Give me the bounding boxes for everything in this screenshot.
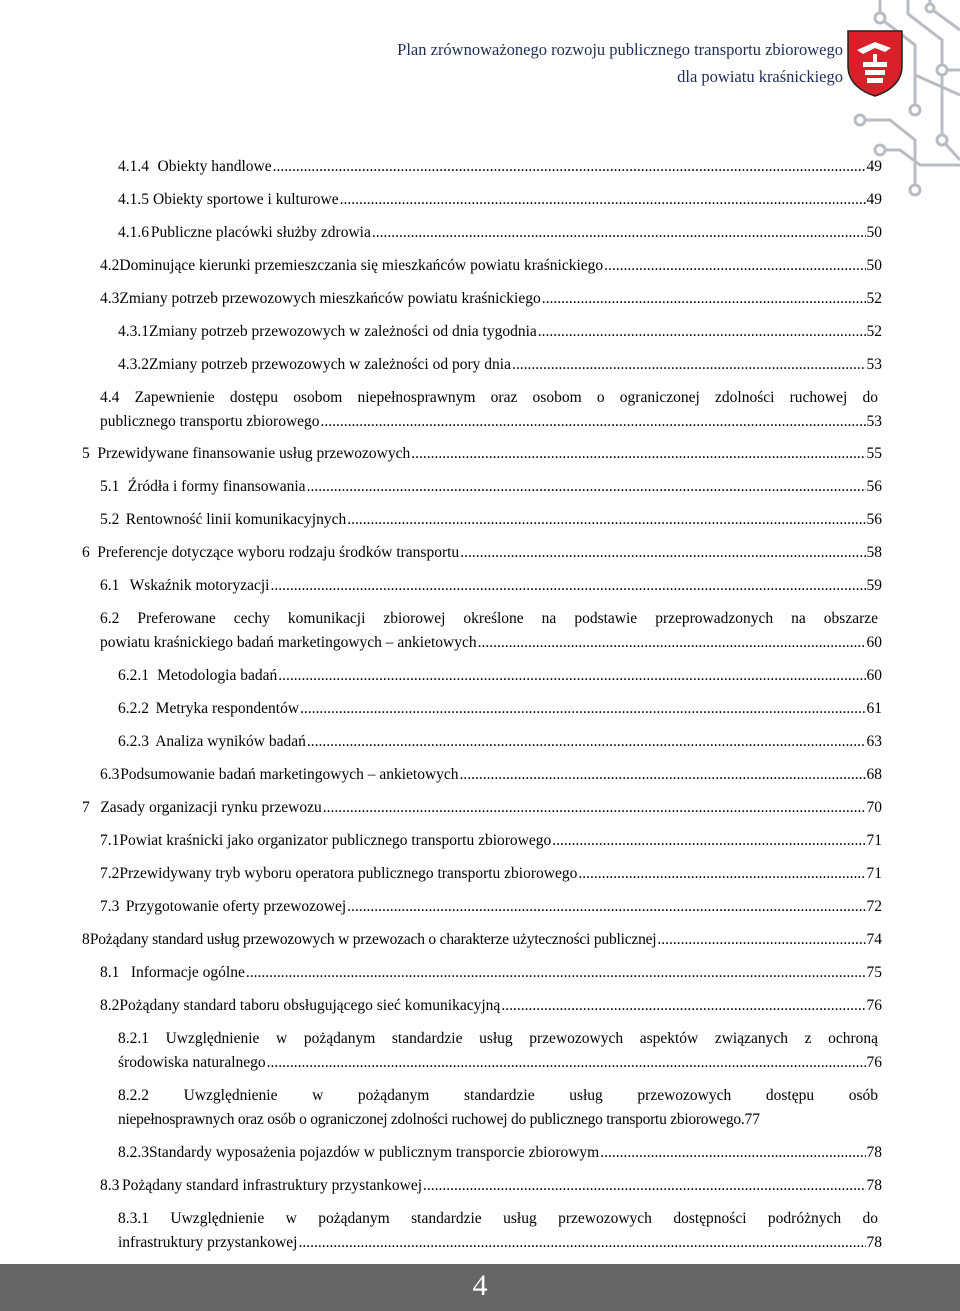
toc-entry[interactable] (118, 664, 882, 688)
toc-entry-number: 4.3.1 (118, 323, 149, 340)
toc-entry-page: 75 (866, 964, 882, 981)
toc-entry[interactable] (100, 508, 882, 532)
toc-entry[interactable] (118, 1084, 882, 1132)
toc-entry-number: 5 (82, 445, 90, 462)
toc-entry[interactable] (100, 386, 882, 434)
toc-dot-leader (552, 829, 865, 853)
toc-entry-page: 61 (866, 700, 882, 717)
toc-entry-title: Zmiany potrzeb przewozowych w zależności od pory dnia (149, 356, 511, 373)
toc-entry-title-continued: powiatu kraśnickiego badań marketingowych – ankietowych (100, 634, 477, 651)
toc-entry-title: Rentowność linii komunikacyjnych (125, 511, 347, 528)
toc-entry[interactable] (82, 796, 882, 820)
toc-entry-title: Pożądany standard infrastruktury przystankowej (122, 1177, 423, 1194)
toc-dot-leader (340, 188, 866, 212)
toc-entry-title: Podsumowanie badań marketingowych – ankietowych (120, 766, 459, 783)
toc-dot-leader (372, 221, 866, 245)
toc-entry[interactable] (100, 254, 882, 278)
toc-dot-leader (478, 631, 866, 655)
toc-entry-title: Źródła i formy finansowania (127, 478, 306, 495)
toc-dot-leader (411, 442, 865, 466)
toc-entry[interactable] (118, 353, 882, 377)
toc-entry-page: 72 (866, 898, 882, 915)
toc-entry-title: Analiza wyników badań (155, 733, 306, 750)
page-header (0, 0, 960, 140)
toc-entry-number: 8.2 (100, 997, 120, 1014)
toc-entry[interactable] (118, 1027, 882, 1075)
toc-entry-title: Przygotowanie oferty przewozowej (125, 898, 347, 915)
toc-entry-number: 6.2.1 (118, 667, 149, 684)
toc-dot-leader (323, 796, 866, 820)
toc-entry-title: Zmiany potrzeb przewozowych mieszkańców powiatu kraśnickiego (119, 290, 541, 307)
toc-entry-title: Przewidywany tryb wyboru operatora publicznego transportu zbiorowego (119, 865, 578, 882)
toc-entry[interactable] (100, 994, 882, 1018)
toc-dot-leader (423, 1174, 865, 1198)
toc-entry-number: 7.2 (100, 865, 120, 882)
toc-dot-leader (270, 574, 865, 598)
toc-entry-page: 56 (866, 478, 882, 495)
toc-entry-number: 8.2.1 (118, 1030, 149, 1047)
toc-entry-title: Informacje ogólne (130, 964, 245, 981)
toc-entry-title: Pożądany standard usług przewozowych w przewozach o charakterze użyteczności publicznej (89, 931, 657, 948)
toc-entry-page: 76 (866, 997, 882, 1014)
county-crest-icon (845, 28, 905, 98)
toc-entry-title: Wskaźnik motoryzacji (129, 577, 270, 594)
toc-entry-title: Obiekty sportowe i kulturowe (153, 191, 339, 208)
toc-entry-number: 6.1 (100, 577, 120, 594)
toc-entry-number: 4.3.2 (118, 356, 149, 373)
toc-entry-title: Publiczne placówki służby zdrowia (150, 224, 371, 241)
toc-entry-page: 74 (866, 931, 882, 948)
toc-entry-page: 78 (866, 1144, 882, 1161)
toc-entry-number: 7.3 (100, 898, 120, 915)
toc-entry-page: 50 (866, 224, 882, 241)
toc-entry-number: 8.1 (100, 964, 120, 981)
toc-entry[interactable] (100, 1174, 882, 1198)
toc-entry-title: Pożądany standard taboru obsługującego sieć komunikacyjną (119, 997, 501, 1014)
toc-entry-number: 8 (82, 931, 90, 948)
toc-entry-page: 58 (866, 544, 882, 561)
toc-entry[interactable] (100, 763, 882, 787)
toc-entry-page: 56 (866, 511, 882, 528)
toc-dot-leader (657, 928, 865, 952)
toc-entry-page: 77 (744, 1111, 760, 1128)
toc-entry-title: Metodologia badań (157, 667, 278, 684)
toc-entry-page: 68 (866, 766, 882, 783)
toc-entry-page: 70 (866, 799, 882, 816)
toc-entry-number: 8.3.1 (118, 1210, 149, 1227)
toc-entry-page: 78 (866, 1177, 882, 1194)
toc-dot-leader (273, 155, 866, 179)
toc-entry[interactable] (118, 155, 882, 179)
document-title (397, 36, 843, 90)
toc-entry[interactable] (118, 221, 882, 245)
toc-entry-title-continued: infrastruktury przystankowej (118, 1234, 298, 1251)
toc-dot-leader (267, 1051, 866, 1075)
toc-entry-page: 71 (866, 865, 882, 882)
toc-entry-number: 6.3 (100, 766, 120, 783)
toc-entry-page: 78 (866, 1234, 882, 1251)
toc-entry-page: 49 (866, 158, 882, 175)
toc-entry-title-continued: niepełnosprawnych oraz osób o ograniczonej zdolności ruchowej do publicznego transportu zbiorowego. (118, 1111, 745, 1128)
toc-dot-leader (460, 763, 866, 787)
toc-entry[interactable] (100, 862, 882, 886)
toc-dot-leader (321, 410, 866, 434)
toc-entry[interactable] (100, 961, 882, 985)
toc-entry-number: 5.1 (100, 478, 120, 495)
toc-entry[interactable] (118, 1207, 882, 1255)
toc-entry-title: Dominujące kierunki przemieszczania się mieszkańców powiatu kraśnickiego (119, 257, 604, 274)
toc-entry[interactable] (118, 1141, 882, 1165)
toc-entry-number: 4.3 (100, 290, 120, 307)
toc-entry-title: Zasady organizacji rynku przewozu (100, 799, 322, 816)
toc-dot-leader (278, 664, 865, 688)
toc-entry-title: Przewidywane finansowanie usług przewozowych (97, 445, 411, 462)
toc-entry[interactable] (118, 320, 882, 344)
toc-dot-leader (512, 353, 866, 377)
document-title-line-1: Plan zrównoważonego rozwoju publicznego transportu zbiorowego (397, 40, 843, 59)
toc-entry-number: 7 (82, 799, 90, 816)
toc-entry-title: Preferencje dotyczące wyboru rodzaju środków transportu (97, 544, 460, 561)
toc-dot-leader (347, 895, 865, 919)
toc-entry-page: 55 (866, 445, 882, 462)
toc-dot-leader (307, 730, 866, 754)
toc-entry-number: 4.1.6 (118, 224, 149, 241)
toc-entry-number: 6.2 (100, 610, 120, 627)
toc-dot-leader (246, 961, 866, 985)
toc-entry-title: Obiekty handlowe (157, 158, 272, 175)
toc-dot-leader (578, 862, 865, 886)
toc-entry-number: 4.2 (100, 257, 120, 274)
toc-entry-page: 76 (866, 1054, 882, 1071)
toc-entry[interactable] (118, 188, 882, 212)
toc-entry-title: Zapewnienie dostępu osobom niepełnosprawnym oraz osobom o ograniczonej zdolności ruchowej do (134, 389, 879, 406)
toc-dot-leader (542, 287, 866, 311)
toc-entry-title: Uwzględnienie w pożądanym standardzie usług przewozowych aspektów związanych z ochroną (165, 1030, 879, 1047)
toc-entry-page: 52 (866, 323, 882, 340)
page-number: 4 (472, 1269, 488, 1302)
toc-entry[interactable] (82, 541, 882, 565)
toc-entry-number: 6 (82, 544, 90, 561)
toc-entry-number: 8.2.2 (118, 1087, 149, 1104)
toc-entry[interactable] (118, 730, 882, 754)
toc-entry-title: Zmiany potrzeb przewozowych w zależności od dnia tygodnia (149, 323, 537, 340)
toc-entry[interactable] (82, 928, 882, 952)
toc-entry-page: 71 (866, 832, 882, 849)
toc-entry-page: 60 (866, 667, 882, 684)
toc-entry-page: 59 (866, 577, 882, 594)
toc-entry-number: 6.2.2 (118, 700, 149, 717)
toc-entry-page: 53 (866, 356, 882, 373)
toc-entry[interactable] (100, 895, 882, 919)
toc-entry[interactable] (100, 287, 882, 311)
toc-entry-page: 60 (866, 634, 882, 651)
document-title-line-2: dla powiatu kraśnickiego (677, 67, 843, 86)
toc-entry-page: 50 (866, 257, 882, 274)
toc-entry-title: Powiat kraśnicki jako organizator publicznego transportu zbiorowego (119, 832, 552, 849)
toc-entry-number: 7.1 (100, 832, 120, 849)
toc-entry[interactable] (100, 574, 882, 598)
toc-entry[interactable] (118, 697, 882, 721)
toc-entry-number: 4.1.5 (118, 191, 149, 208)
toc-dot-leader (604, 254, 865, 278)
toc-dot-leader (600, 1141, 865, 1165)
toc-entry-page: 53 (866, 413, 882, 430)
toc-entry-title-continued: publicznego transportu zbiorowego (100, 413, 320, 430)
toc-entry-title: Metryka respondentów (155, 700, 300, 717)
toc-entry-title: Preferowane cechy komunikacji zbiorowej określone na podstawie przeprowadzonych na obszarze (137, 610, 879, 627)
toc-dot-leader (307, 475, 866, 499)
toc-dot-leader (300, 697, 865, 721)
toc-entry-page: 63 (866, 733, 882, 750)
toc-entry[interactable] (100, 475, 882, 499)
toc-dot-leader (501, 994, 865, 1018)
toc-entry-number: 6.2.3 (118, 733, 149, 750)
toc-entry-page: 49 (866, 191, 882, 208)
toc-entry-page: 52 (866, 290, 882, 307)
toc-entry-number: 4.1.4 (118, 158, 149, 175)
toc-dot-leader (347, 508, 865, 532)
toc-entry-title: Uwzględnienie w pożądanym standardzie usług przewozowych dostępności podróżnych do (170, 1210, 879, 1227)
toc-dot-leader (538, 320, 866, 344)
toc-entry-title: Uwzględnienie w pożądanym standardzie usług przewozowych dostępu osób (183, 1087, 879, 1104)
toc-entry-number: 8.2.3 (118, 1144, 149, 1161)
toc-entry-number: 4.4 (100, 389, 120, 406)
toc-dot-leader (299, 1231, 866, 1255)
toc-entry-number: 8.3 (100, 1177, 120, 1194)
toc-entry[interactable] (100, 607, 882, 655)
toc-dot-leader (460, 541, 865, 565)
toc-entry[interactable] (82, 442, 882, 466)
toc-entry-number: 5.2 (100, 511, 120, 528)
toc-entry[interactable] (100, 829, 882, 853)
toc-entry-title: Standardy wyposażenia pojazdów w publicznym transporcie zbiorowym (149, 1144, 600, 1161)
toc-entry-title-continued: środowiska naturalnego (118, 1054, 266, 1071)
